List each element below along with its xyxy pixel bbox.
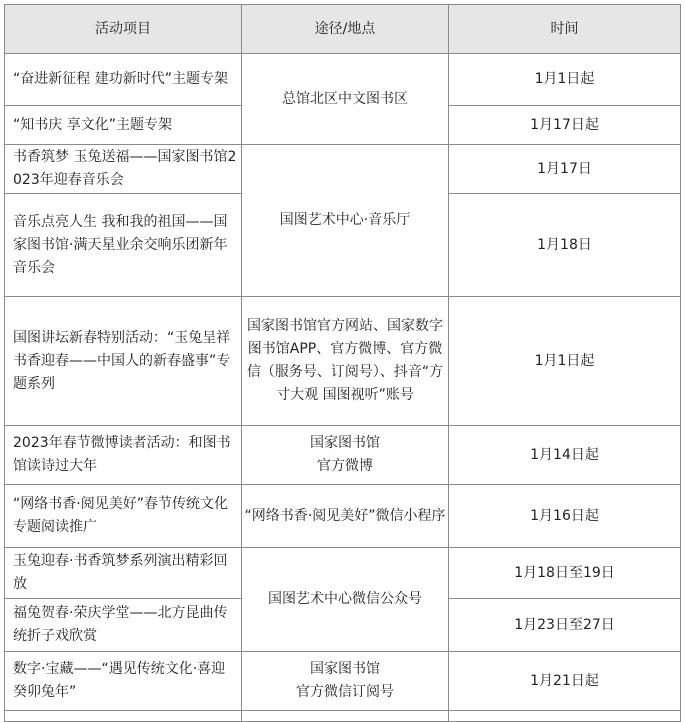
activity-cell: “奋进新征程 建功新时代”主题专架 bbox=[5, 54, 242, 106]
header-venue: 途径/地点 bbox=[242, 5, 449, 54]
table-row bbox=[5, 54, 681, 106]
venue-cell: 国家图书馆官方网站、国家数字图书馆APP、官方微博、官方微信（服务号、订阅号）、抖音“方寸大观 国图视听”账号 bbox=[242, 297, 449, 426]
table-row bbox=[5, 145, 681, 194]
schedule-table-wrapper bbox=[4, 4, 681, 722]
time-cell: 1月18日 bbox=[449, 194, 681, 297]
activity-cell: 数字·宝藏——“遇见传统文化·喜迎癸卯兔年” bbox=[5, 652, 242, 711]
venue-cell: “网络书香·阅见美好”微信小程序 bbox=[242, 485, 449, 548]
time-cell: 1月16日起 bbox=[449, 485, 681, 548]
time-cell: 1月1日起 bbox=[449, 54, 681, 106]
table-row bbox=[5, 652, 681, 711]
time-cell: 1月17日 bbox=[449, 145, 681, 194]
time-cell: 1月21日起 bbox=[449, 652, 681, 711]
header-time: 时间 bbox=[449, 5, 681, 54]
table-row bbox=[5, 297, 681, 426]
table-row bbox=[5, 426, 681, 485]
venue-cell: 国图艺术中心·音乐厅 bbox=[242, 145, 449, 297]
time-cell: 1月14日起 bbox=[449, 426, 681, 485]
time-cell: 1月23日至27日 bbox=[449, 599, 681, 652]
activity-cell: “网络书香·阅见美好”春节传统文化专题阅读推广 bbox=[5, 485, 242, 548]
venue-cell: 国家图书馆 官方微博 bbox=[242, 426, 449, 485]
table-header-row bbox=[5, 5, 681, 54]
venue-cell: 总馆北区中文图书区 bbox=[242, 54, 449, 145]
table-row bbox=[5, 485, 681, 548]
time-cell: 1月17日起 bbox=[449, 106, 681, 145]
time-cell: 1月1日起 bbox=[449, 297, 681, 426]
time-cell: 1月18日至19日 bbox=[449, 548, 681, 599]
schedule-table bbox=[4, 4, 681, 722]
activity-cell: 书香筑梦 玉兔送福——国家图书馆2023年迎春音乐会 bbox=[5, 145, 242, 194]
activity-cell: 福兔贺春·荣庆学堂——北方昆曲传统折子戏欣赏 bbox=[5, 599, 242, 652]
table-row bbox=[5, 548, 681, 599]
venue-cell: 国图艺术中心微信公众号 bbox=[242, 548, 449, 652]
activity-cell: “知书庆 享文化”主题专架 bbox=[5, 106, 242, 145]
activity-cell: 玉兔迎春·书香筑梦系列演出精彩回放 bbox=[5, 548, 242, 599]
header-activity: 活动项目 bbox=[5, 5, 242, 54]
activity-cell: 国图讲坛新春特别活动：“玉兔呈祥 书香迎春——中国人的新春盛事”专题系列 bbox=[5, 297, 242, 426]
activity-cell: 音乐点亮人生 我和我的祖国——国家图书馆·满天星业余交响乐团新年音乐会 bbox=[5, 194, 242, 297]
venue-cell: 国家图书馆 官方微信订阅号 bbox=[242, 652, 449, 711]
activity-cell: 2023年春节微博读者活动：和图书馆读诗过大年 bbox=[5, 426, 242, 485]
